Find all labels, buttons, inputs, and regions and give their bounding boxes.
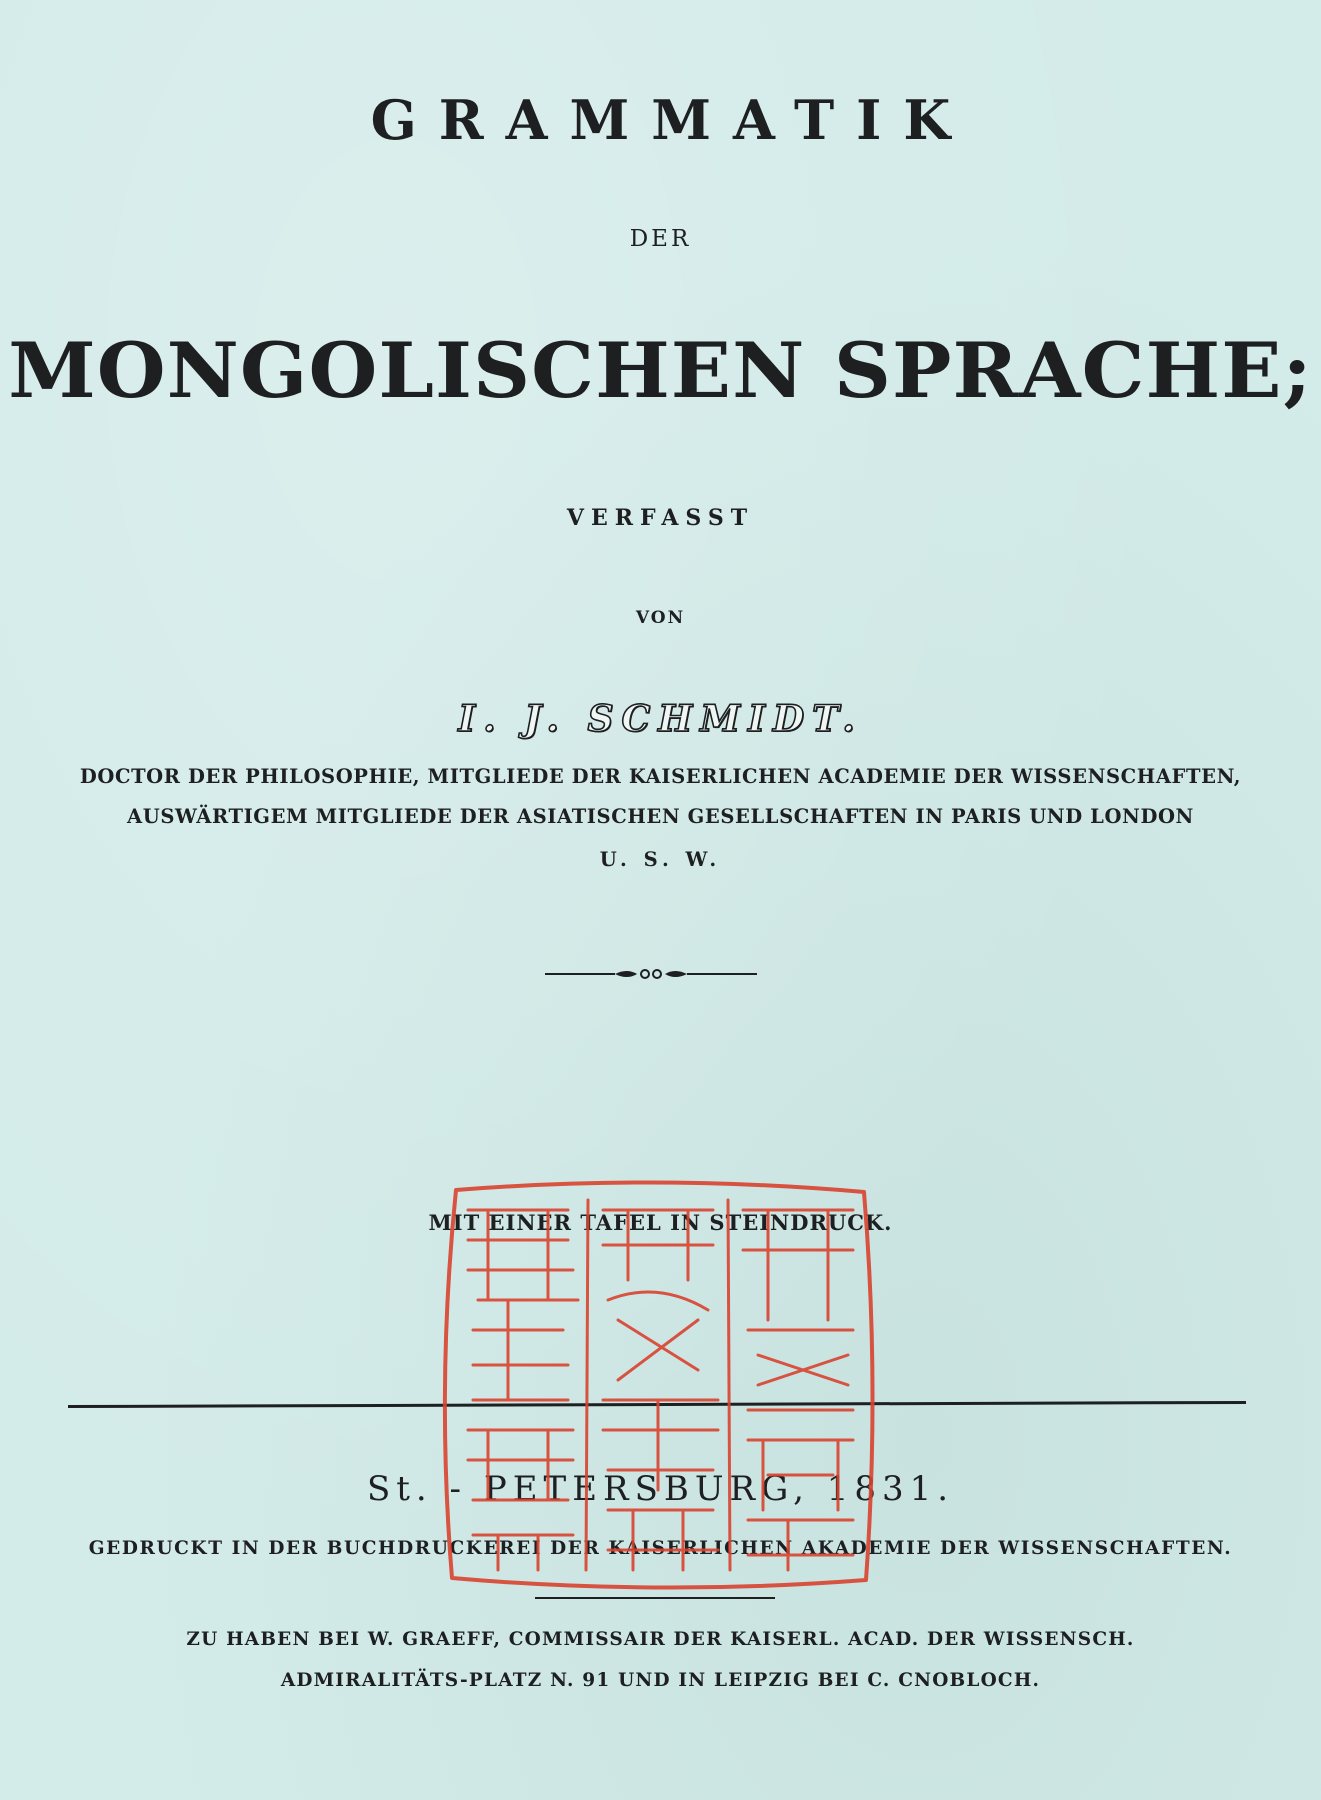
author-name: I. J. SCHMIDT.: [458, 698, 863, 740]
imprint-seller-line-1: ZU HABEN BEI W. GRAEFF, COMMISSAIR DER KAISERL. ACAD. DER WISSENSCH.: [186, 1629, 1135, 1650]
title-line-3: MONGOLISCHEN SPRACHE;: [8, 326, 1313, 415]
fleuron-rule-icon: [545, 962, 757, 986]
von-label: VON: [635, 608, 686, 628]
author-description-line-2: AUSWÄRTIGEM MITGLIEDE DER ASIATISCHEN GESELLSCHAFTEN IN PARIS UND LONDON: [127, 805, 1194, 828]
imprint-printer: GEDRUCKT IN DER BUCHDRUCKEREI DER KAISERLICHEN AKADEMIE DER WISSENSCHAFTEN.: [88, 1538, 1233, 1559]
verfasst-label: VERFASST: [566, 505, 755, 531]
supplement-note: MIT EINER TAFEL IN STEINDRUCK.: [428, 1210, 893, 1235]
title-line-2: DER: [629, 226, 692, 252]
red-seal-stamp-icon: [428, 1170, 888, 1600]
imprint-city-year: St. - PETERSBURG, 1831.: [366, 1469, 955, 1509]
title-line-1: GRAMMATIK: [370, 88, 973, 152]
imprint-seller-line-2: ADMIRALITÄTS-PLATZ N. 91 UND IN LEIPZIG BEI C. CNOBLOCH.: [280, 1670, 1041, 1691]
author-description-line-3: U. S. W.: [599, 848, 722, 871]
author-description-line-1: DOCTOR DER PHILOSOPHIE, MITGLIEDE DER KAISERLICHEN ACADEMIE DER WISSENSCHAFTEN,: [79, 765, 1242, 788]
